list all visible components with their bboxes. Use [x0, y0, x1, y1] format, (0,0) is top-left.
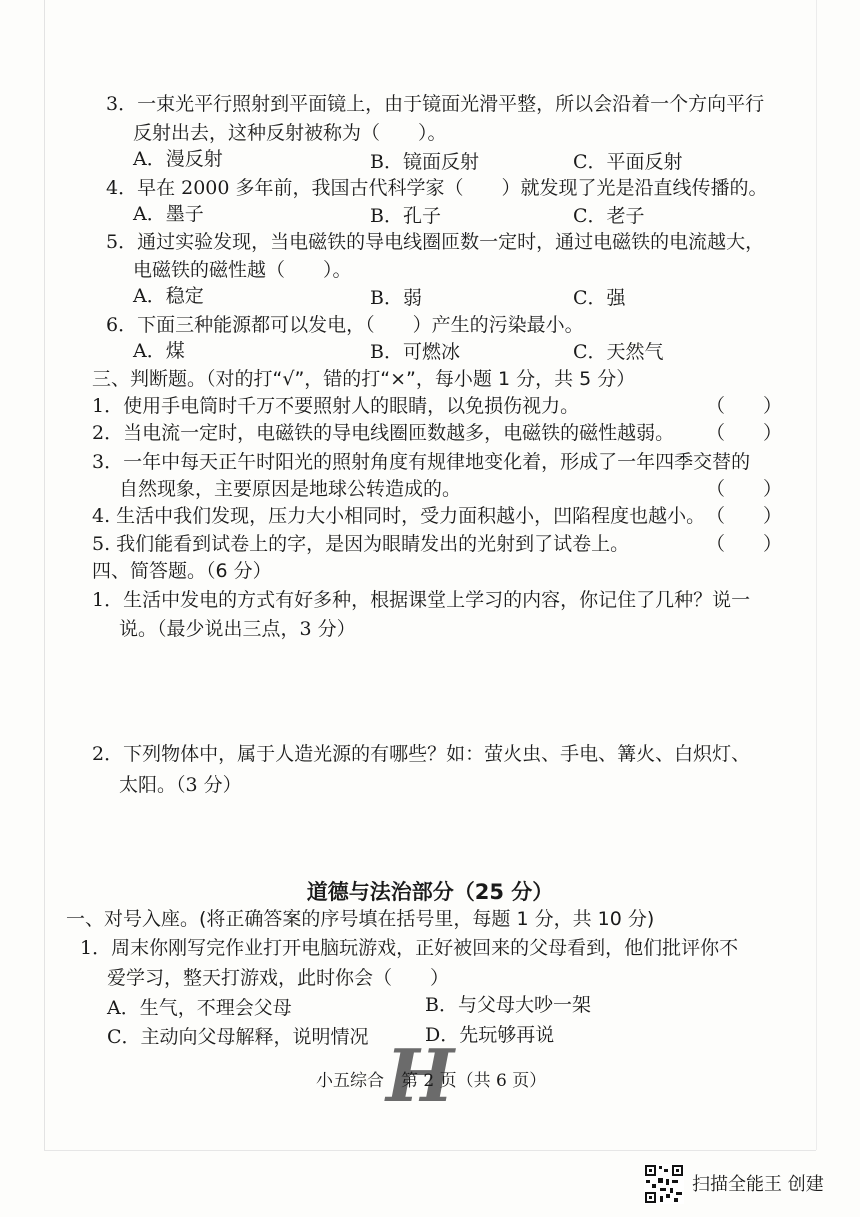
page-footer: 小五综合 第 2 页（共 6 页）: [316, 1071, 547, 1091]
question-3-option-b: B．镜面反射: [370, 151, 479, 173]
question-6-line-1: 6．下面三种能源都可以发电，（ ）产生的污染最小。: [106, 314, 584, 336]
question-6-option-a: A．煤: [133, 340, 185, 362]
judge-answer-paren-3[interactable]: （ ）: [706, 478, 783, 500]
question-5-option-a: A．稳定: [133, 285, 204, 307]
short-answer-section-header: 四、简答题。（6 分）: [92, 560, 272, 582]
question-3-line-2: 反射出去，这种反射被称为（ ）。: [133, 122, 447, 144]
question-4-line-1: 4．早在 2000 多年前，我国古代科学家（ ）就发现了光是沿直线传播的。: [106, 177, 768, 199]
judge-answer-paren-5[interactable]: （ ）: [706, 533, 783, 555]
short-question-1-line-1: 1．生活中发电的方式有好多种，根据课堂上学习的内容，你记住了几种？说一: [92, 589, 751, 611]
judge-item-3-line-2: 自然现象，主要原因是地球公转造成的。: [119, 478, 462, 500]
scanner-watermark: 扫描全能王 创建: [692, 1174, 824, 1195]
judge-answer-paren-4[interactable]: （ ）: [706, 505, 783, 527]
question-5-option-c: C．强: [573, 287, 626, 309]
page-right-edge: [816, 0, 817, 1150]
morality-mc-header: 一、对号入座。(将正确答案的序号填在括号里，每题 1 分，共 10 分): [66, 908, 655, 930]
morality-question-1-option-a: A．生气，不理会父母: [107, 997, 292, 1019]
page-bottom-edge: [44, 1150, 816, 1151]
question-6-option-b: B．可燃冰: [370, 341, 460, 363]
judge-item-4: 4. 生活中我们发现，压力大小相同时，受力面积越小，凹陷程度也越小。: [92, 505, 706, 527]
page-left-edge: [44, 0, 45, 1150]
short-question-2-line-2: 太阳。（3 分）: [119, 774, 242, 796]
short-question-1-line-2: 说。（最少说出三点，3 分）: [119, 618, 356, 640]
question-5-option-b: B．弱: [370, 287, 422, 309]
question-6-option-c: C．天然气: [573, 341, 664, 363]
question-3-line-1: 3．一束光平行照射到平面镜上，由于镜面光滑平整，所以会沿着一个方向平行: [106, 93, 765, 115]
judge-section-header: 三、判断题。（对的打“√”，错的打“×”，每小题 1 分，共 5 分）: [92, 368, 636, 390]
question-4-option-a: A．墨子: [133, 203, 204, 225]
short-question-2-line-1: 2．下列物体中，属于人造光源的有哪些？如：萤火虫、手电、篝火、白炽灯、: [92, 743, 751, 765]
morality-question-1-option-d: D．先玩够再说: [425, 1024, 555, 1046]
judge-item-2: 2．当电流一定时，电磁铁的导电线圈匝数越多，电磁铁的磁性越弱。: [92, 422, 675, 444]
morality-question-1-option-b: B．与父母大吵一架: [425, 994, 591, 1016]
question-5-line-1: 5．通过实验发现，当电磁铁的导电线圈匝数一定时，通过电磁铁的电流越大，: [106, 231, 765, 253]
morality-section-title: 道德与法治部分（25 分）: [306, 880, 554, 904]
morality-question-1-option-c: C．主动向父母解释，说明情况: [107, 1026, 369, 1048]
question-3-option-c: C．平面反射: [573, 151, 683, 173]
judge-answer-paren-1[interactable]: （ ）: [706, 395, 783, 417]
question-5-line-2: 电磁铁的磁性越（ ）。: [133, 259, 352, 281]
judge-item-5: 5. 我们能看到试卷上的字，是因为眼睛发出的光射到了试卷上。: [92, 533, 630, 555]
question-4-option-c: C．老子: [573, 205, 645, 227]
handwritten-h-mark: H: [386, 1033, 451, 1118]
judge-item-3-line-1: 3．一年中每天正午时阳光的照射角度有规律地变化着，形成了一年四季交替的: [92, 451, 751, 473]
qr-code-icon: [644, 1164, 684, 1204]
judge-answer-paren-2[interactable]: （ ）: [706, 422, 783, 444]
morality-question-1-line-1: 1．周末你刚写完作业打开电脑玩游戏，正好被回来的父母看到，他们批评你不: [80, 937, 739, 959]
morality-question-1-line-2: 爱学习，整天打游戏，此时你会（ ）: [107, 967, 450, 989]
question-3-option-a: A．漫反射: [133, 148, 223, 170]
judge-item-1: 1．使用手电筒时千万不要照射人的眼睛，以免损伤视力。: [92, 395, 580, 417]
question-4-option-b: B．孔子: [370, 205, 441, 227]
